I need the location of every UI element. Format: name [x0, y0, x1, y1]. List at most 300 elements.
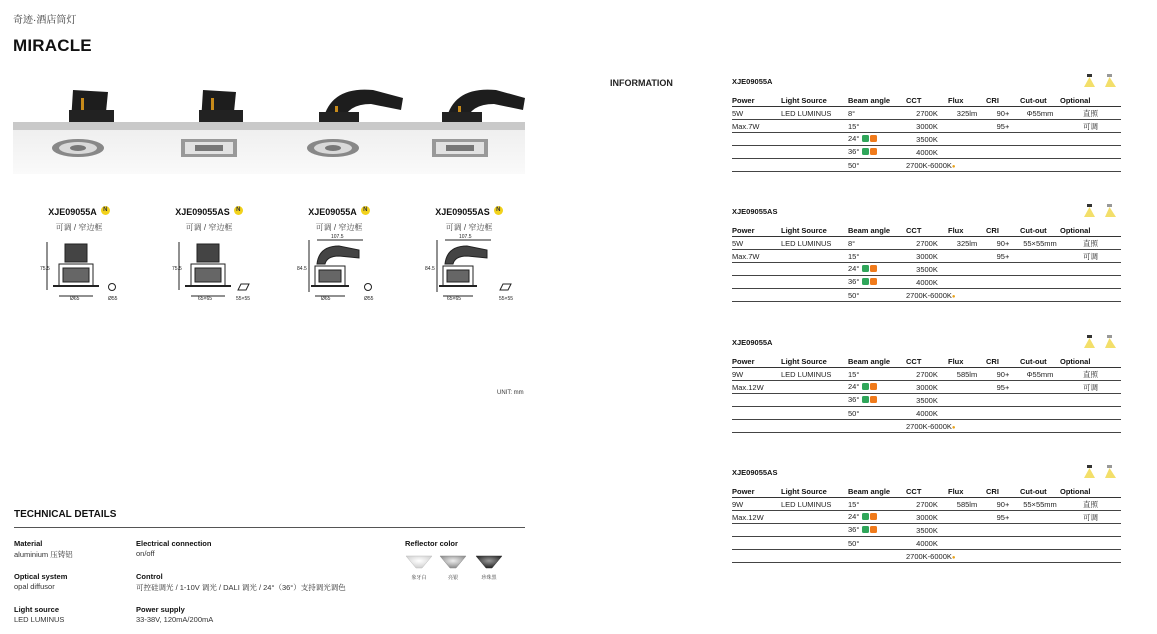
tune-icon: [870, 278, 877, 285]
cell-text: 2700K-6000K: [906, 160, 952, 170]
cell-text: 3000K: [916, 251, 938, 261]
dim-cutout-2: 55×55: [236, 296, 251, 302]
cell-text: LED LUMINUS: [781, 108, 832, 118]
cell-text: 5W: [732, 108, 744, 118]
column-header: Power: [732, 356, 781, 368]
cell-opt: [1060, 276, 1121, 289]
product-subtitle: 可调 / 窄边框: [315, 223, 363, 232]
column-header: Optional: [1060, 486, 1121, 498]
cell-text: 2700K-6000K: [906, 421, 952, 431]
cell-cut: [1020, 407, 1060, 420]
cell-text: 15°: [848, 251, 860, 261]
optical-label: Optical system: [14, 572, 68, 581]
table-row: [732, 524, 1121, 537]
column-header: Beam angle: [848, 95, 906, 107]
cell-cct: [906, 276, 948, 289]
cell-cct: [906, 146, 948, 159]
tech-light: [14, 605, 64, 624]
cell-cut: [1020, 381, 1060, 394]
cell-cri: [986, 537, 1020, 550]
cell-text: 24°: [848, 382, 860, 392]
cell-text: Max.7W: [732, 121, 760, 131]
dim-icon: [862, 278, 869, 285]
technical-details-title: TECHNICAL DETAILS: [14, 509, 117, 520]
column-header: Optional: [1060, 225, 1121, 237]
cell-text: 直照: [1083, 238, 1098, 248]
reflector-name: 亮银: [447, 575, 459, 581]
dim-height-2: 75.5: [172, 266, 182, 272]
dimming-icons: [862, 148, 878, 157]
product-card-4: [404, 202, 534, 233]
cell-source: [781, 498, 848, 511]
cell-power: [732, 524, 781, 537]
cell-text: 15°: [848, 499, 860, 509]
cell-cct: [906, 120, 948, 133]
cell-opt: [1060, 120, 1121, 133]
divider: [14, 527, 525, 528]
electrical-label: Electrical connection: [136, 539, 212, 548]
beam-direction-icon: [1081, 73, 1121, 89]
spec-title: XJE09055A: [732, 338, 773, 347]
cell-text: 2700K-6000K: [906, 290, 952, 300]
drawing-1: [47, 242, 116, 296]
cell-flux: [948, 276, 986, 289]
cell-text: 可调: [1083, 251, 1098, 261]
column-header: Cut-out: [1020, 356, 1060, 368]
table-row: [732, 381, 1121, 394]
cell-cut: [1020, 498, 1060, 511]
cell-beam: [848, 498, 906, 511]
dimming-icons: [862, 513, 878, 522]
cell-power: [732, 237, 781, 250]
product-code: XJE09055A: [48, 207, 97, 217]
lamp-photo-square-short: [181, 90, 243, 157]
new-badge: N: [234, 206, 243, 215]
cell-text: 3500K: [916, 264, 938, 274]
cell-cct: [906, 498, 948, 511]
drawing-3: [309, 240, 372, 296]
cell-beam: [848, 237, 906, 250]
cell-beam: [848, 524, 906, 537]
cell-cri: [986, 368, 1020, 381]
cell-source: [781, 394, 848, 407]
cell-text: 55×55mm: [1023, 499, 1057, 509]
column-header: CCT: [906, 486, 948, 498]
cell-cri: [986, 159, 1020, 172]
cell-source: [781, 537, 848, 550]
dim-cutout-3: Ø55: [364, 296, 374, 302]
cell-text: LED LUMINUS: [781, 238, 832, 248]
table-row: [732, 107, 1121, 120]
cell-opt: [1060, 237, 1121, 250]
cell-power: [732, 146, 781, 159]
cell-text: Max.12W: [732, 382, 764, 392]
column-header: Optional: [1060, 356, 1121, 368]
dimming-icons: [862, 135, 878, 144]
cell-text: 可调: [1083, 512, 1098, 522]
cell-cct: [906, 159, 956, 172]
tune-icon: [870, 135, 877, 142]
cell-cut: [1020, 276, 1060, 289]
cell-beam: [848, 107, 906, 120]
cell-flux: [948, 407, 986, 420]
cell-text: 2700K: [916, 238, 938, 248]
lamp-photo-round-arm: [307, 90, 403, 157]
cell-flux: [948, 237, 986, 250]
cell-text: 90+: [996, 369, 1010, 379]
table-row: [732, 420, 1121, 433]
spec-title: XJE09055AS: [732, 207, 778, 216]
cell-opt: [1060, 537, 1121, 550]
reflector-name: 珍珠黑: [481, 575, 497, 581]
cell-text: LED LUMINUS: [781, 499, 832, 509]
cell-source: [781, 524, 848, 537]
cell-beam: [848, 394, 906, 407]
cell-flux: [948, 263, 986, 276]
cell-text: 4000K: [916, 538, 938, 548]
product-subtitle: 可调 / 窄边框: [445, 223, 493, 232]
table-row: [732, 368, 1121, 381]
cell-cct: [906, 407, 948, 420]
column-header: Power: [732, 95, 781, 107]
dim-cutout-4: 55×55: [499, 296, 514, 302]
cell-opt: [1060, 420, 1121, 433]
drawing-4: [437, 240, 511, 296]
column-header: CRI: [986, 95, 1020, 107]
cell-beam: [848, 550, 906, 563]
dim-icon: [862, 148, 869, 155]
column-header: Light Source: [781, 356, 848, 368]
cell-text: 5W: [732, 238, 744, 248]
reflector-black-icon: [476, 556, 502, 568]
lamp-photo-square-arm: [432, 90, 525, 157]
cell-cri: [986, 120, 1020, 133]
cell-beam: [848, 511, 906, 524]
cell-power: [732, 407, 781, 420]
page-title: MIRACLE: [13, 36, 92, 55]
product-subtitle: 可调 / 窄边框: [185, 223, 233, 232]
cell-beam: [848, 381, 906, 394]
table-row: [732, 159, 1121, 172]
tech-control: [136, 572, 346, 593]
dimming-icons: [862, 526, 878, 535]
cell-power: [732, 263, 781, 276]
cell-text: 8°: [848, 238, 856, 248]
cell-cut: [1020, 289, 1060, 302]
column-header: Light Source: [781, 95, 848, 107]
color-tune-dot-icon: ●: [951, 424, 956, 431]
cell-text: 可调: [1083, 382, 1098, 392]
cell-text: Max.7W: [732, 251, 760, 261]
cell-cct: [906, 537, 948, 550]
cell-cct: [906, 289, 956, 302]
product-subtitle: 可调 / 窄边框: [55, 223, 103, 232]
table-row: [732, 250, 1121, 263]
cell-text: 50°: [848, 290, 860, 300]
cell-text: 24°: [848, 134, 860, 144]
cell-text: 90+: [996, 238, 1010, 248]
cell-source: [781, 146, 848, 159]
cell-power: [732, 107, 781, 120]
cell-text: 15°: [848, 121, 860, 131]
cell-beam: [848, 368, 906, 381]
cell-cut: [1020, 133, 1060, 146]
cell-cut: [1020, 159, 1060, 172]
cell-text: 50°: [848, 160, 860, 170]
dim-height-3: 84.5: [297, 266, 307, 272]
column-header: Cut-out: [1020, 486, 1060, 498]
column-header: CRI: [986, 356, 1020, 368]
cell-source: [781, 289, 848, 302]
cell-flux: [948, 381, 986, 394]
cell-beam: [848, 159, 906, 172]
cell-opt: [1060, 159, 1121, 172]
cell-cut: [1020, 420, 1060, 433]
cell-beam: [848, 420, 906, 433]
cell-text: 50°: [848, 538, 860, 548]
cell-power: [732, 133, 781, 146]
cell-text: Φ55mm: [1026, 369, 1054, 379]
cell-text: 585lm: [956, 499, 978, 509]
table-row: [732, 237, 1121, 250]
technical-drawings: [13, 230, 525, 305]
cell-text: 90+: [996, 108, 1010, 118]
new-badge: N: [361, 206, 370, 215]
color-tune-dot-icon: ●: [951, 293, 956, 300]
cell-text: 直照: [1083, 108, 1098, 118]
cell-text: Max.12W: [732, 512, 764, 522]
cell-beam: [848, 263, 906, 276]
color-tune-dot-icon: ●: [951, 554, 956, 561]
spec-block: [732, 338, 1121, 433]
cell-beam: [848, 133, 906, 146]
cell-opt: [1060, 289, 1121, 302]
cell-source: [781, 276, 848, 289]
power-label: Power supply: [136, 605, 185, 614]
cell-cct: [906, 263, 948, 276]
cell-beam: [848, 537, 906, 550]
column-header: CRI: [986, 225, 1020, 237]
spec-block: [732, 77, 1121, 172]
cell-power: [732, 250, 781, 263]
cell-opt: [1060, 550, 1121, 563]
cell-cut: [1020, 550, 1060, 563]
tune-icon: [870, 265, 877, 272]
cell-text: 3500K: [916, 525, 938, 535]
cell-opt: [1060, 498, 1121, 511]
cell-cct: [906, 133, 948, 146]
cell-text: 24°: [848, 264, 860, 274]
cell-cri: [986, 250, 1020, 263]
tune-icon: [870, 383, 877, 390]
table-row: [732, 394, 1121, 407]
spec-block: [732, 468, 1121, 563]
product-code: XJE09055AS: [175, 207, 230, 217]
cell-power: [732, 498, 781, 511]
cell-text: 3500K: [916, 134, 938, 144]
cell-cct: [906, 107, 948, 120]
tune-icon: [870, 396, 877, 403]
table-row: [732, 498, 1121, 511]
cell-source: [781, 420, 848, 433]
cell-power: [732, 120, 781, 133]
cell-flux: [948, 394, 986, 407]
column-header: Power: [732, 225, 781, 237]
column-header: Light Source: [781, 486, 848, 498]
dim-icon: [862, 135, 869, 142]
dim-height-1: 75.5: [40, 266, 50, 272]
new-badge: N: [494, 206, 503, 215]
column-header: CCT: [906, 356, 948, 368]
cell-cri: [986, 133, 1020, 146]
beam-direction-icon: [1081, 334, 1121, 350]
table-row: [732, 511, 1121, 524]
column-header: Flux: [948, 356, 986, 368]
cell-text: Φ55mm: [1026, 108, 1054, 118]
new-badge: N: [101, 206, 110, 215]
cell-power: [732, 381, 781, 394]
cell-text: 36°: [848, 147, 860, 157]
cell-opt: [1060, 407, 1121, 420]
cell-text: 9W: [732, 369, 744, 379]
column-header: CCT: [906, 225, 948, 237]
column-header: Beam angle: [848, 356, 906, 368]
cell-power: [732, 537, 781, 550]
cell-beam: [848, 407, 906, 420]
cell-cct: [906, 420, 956, 433]
cell-flux: [948, 511, 986, 524]
cell-power: [732, 368, 781, 381]
product-card-2: [144, 202, 274, 233]
cell-opt: [1060, 368, 1121, 381]
reflector-color-label: Reflector color: [405, 539, 458, 548]
cell-cut: [1020, 237, 1060, 250]
cell-text: 2700K: [916, 369, 938, 379]
spec-block: [732, 207, 1121, 302]
table-row: [732, 407, 1121, 420]
cell-cut: [1020, 146, 1060, 159]
cell-text: 95+: [996, 512, 1010, 522]
tune-icon: [870, 513, 877, 520]
cell-flux: [948, 250, 986, 263]
tune-icon: [870, 148, 877, 155]
cell-cut: [1020, 250, 1060, 263]
cell-cct: [906, 250, 948, 263]
cell-cri: [986, 263, 1020, 276]
column-header: Flux: [948, 486, 986, 498]
table-row: [732, 133, 1121, 146]
cell-cut: [1020, 511, 1060, 524]
product-code: XJE09055AS: [435, 207, 490, 217]
cell-text: 4000K: [916, 277, 938, 287]
cell-cut: [1020, 368, 1060, 381]
cell-text: 直照: [1083, 369, 1098, 379]
light-label: Light source: [14, 605, 60, 614]
cell-power: [732, 420, 781, 433]
cell-source: [781, 368, 848, 381]
column-header: Cut-out: [1020, 225, 1060, 237]
column-header: Optional: [1060, 95, 1121, 107]
spec-title: XJE09055A: [732, 77, 773, 86]
cell-cct: [906, 511, 948, 524]
cell-power: [732, 276, 781, 289]
cell-text: 3000K: [916, 382, 938, 392]
cell-text: 36°: [848, 277, 860, 287]
dim-icon: [862, 265, 869, 272]
electrical-value: on/off: [136, 549, 155, 558]
cell-text: 2700K-6000K: [906, 551, 952, 561]
cell-text: 585lm: [956, 369, 978, 379]
cell-source: [781, 250, 848, 263]
cell-cri: [986, 407, 1020, 420]
table-row: [732, 537, 1121, 550]
cell-text: 36°: [848, 395, 860, 405]
cell-cct: [906, 237, 948, 250]
cell-flux: [948, 133, 986, 146]
cell-text: 95+: [996, 121, 1010, 131]
dimming-icons: [862, 278, 878, 287]
cell-text: 3000K: [916, 121, 938, 131]
cell-opt: [1060, 250, 1121, 263]
cell-text: 95+: [996, 251, 1010, 261]
lamp-photo-round-short: [52, 90, 114, 157]
cell-flux: [948, 524, 986, 537]
cell-source: [781, 159, 848, 172]
cell-text: 2700K: [916, 108, 938, 118]
table-row: [732, 120, 1121, 133]
control-label: Control: [136, 572, 163, 581]
cell-flux: [948, 107, 986, 120]
reflector-ivory-icon: [406, 556, 432, 568]
cell-power: [732, 511, 781, 524]
information-label: INFORMATION: [610, 78, 673, 88]
cell-text: 36°: [848, 525, 860, 535]
cell-opt: [1060, 511, 1121, 524]
cell-beam: [848, 276, 906, 289]
dim-cutout-1: Ø55: [108, 296, 118, 302]
cell-text: LED LUMINUS: [781, 369, 832, 379]
product-code: XJE09055A: [308, 207, 357, 217]
light-value: LED LUMINUS: [14, 615, 65, 624]
cell-cri: [986, 498, 1020, 511]
cell-opt: [1060, 394, 1121, 407]
dim-top-3: 107.5: [331, 234, 344, 240]
cell-text: 可调: [1083, 121, 1098, 131]
optical-value: opal diffusor: [14, 582, 55, 591]
dim-width-4: 65×65: [447, 296, 462, 302]
cell-opt: [1060, 381, 1121, 394]
cell-cri: [986, 107, 1020, 120]
table-row: [732, 146, 1121, 159]
cell-cut: [1020, 394, 1060, 407]
product-card-3: [274, 202, 404, 233]
reflector-swatches: [400, 550, 510, 586]
cell-opt: [1060, 524, 1121, 537]
material-value: aluminium 压铸铝: [14, 550, 73, 559]
tech-optical: [14, 572, 67, 591]
cell-cri: [986, 511, 1020, 524]
cell-opt: [1060, 146, 1121, 159]
cell-source: [781, 550, 848, 563]
cell-cri: [986, 276, 1020, 289]
dim-width-3: Ø65: [321, 296, 331, 302]
dimming-icons: [862, 383, 878, 392]
cell-text: 9W: [732, 499, 744, 509]
table-row: [732, 289, 1121, 302]
cell-text: 3500K: [916, 395, 938, 405]
cell-source: [781, 237, 848, 250]
cell-source: [781, 511, 848, 524]
